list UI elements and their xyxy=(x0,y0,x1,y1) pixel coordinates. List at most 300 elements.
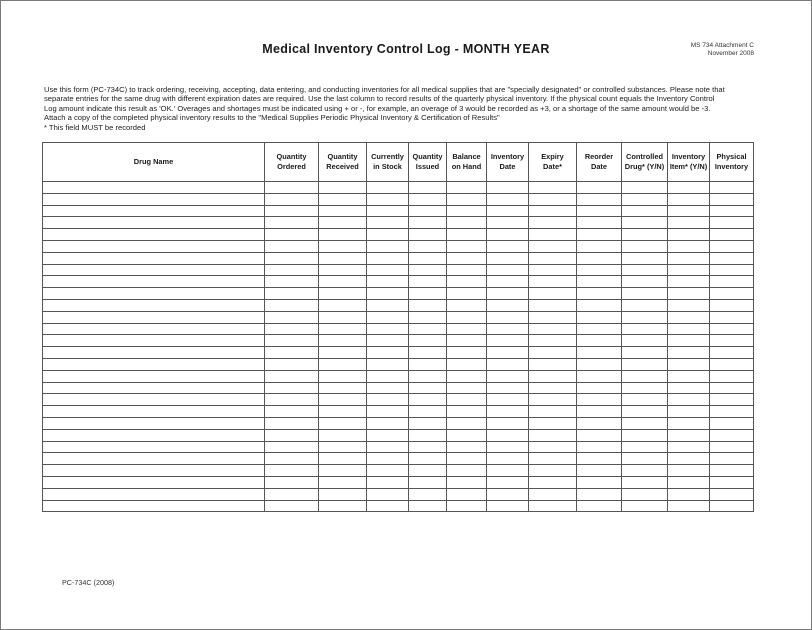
entry-cell[interactable] xyxy=(447,465,487,477)
entry-cell[interactable] xyxy=(409,229,447,241)
entry-cell[interactable] xyxy=(622,441,668,453)
entry-cell[interactable] xyxy=(409,205,447,217)
entry-cell[interactable] xyxy=(367,264,409,276)
entry-cell[interactable] xyxy=(265,193,319,205)
entry-cell[interactable] xyxy=(367,205,409,217)
entry-cell[interactable] xyxy=(367,441,409,453)
entry-cell[interactable] xyxy=(710,252,754,264)
entry-cell[interactable] xyxy=(447,288,487,300)
entry-cell[interactable] xyxy=(668,406,710,418)
entry-cell[interactable] xyxy=(43,264,265,276)
entry-cell[interactable] xyxy=(319,417,367,429)
entry-cell[interactable] xyxy=(43,335,265,347)
entry-cell[interactable] xyxy=(43,441,265,453)
entry-cell[interactable] xyxy=(447,488,487,500)
entry-cell[interactable] xyxy=(409,417,447,429)
entry-cell[interactable] xyxy=(577,311,622,323)
entry-cell[interactable] xyxy=(710,264,754,276)
entry-cell[interactable] xyxy=(43,406,265,418)
entry-cell[interactable] xyxy=(367,476,409,488)
entry-cell[interactable] xyxy=(529,500,577,512)
entry-cell[interactable] xyxy=(622,488,668,500)
entry-cell[interactable] xyxy=(265,488,319,500)
entry-cell[interactable] xyxy=(668,417,710,429)
entry-cell[interactable] xyxy=(710,182,754,194)
entry-cell[interactable] xyxy=(319,488,367,500)
entry-cell[interactable] xyxy=(487,299,529,311)
entry-cell[interactable] xyxy=(668,441,710,453)
entry-cell[interactable] xyxy=(265,358,319,370)
entry-cell[interactable] xyxy=(668,299,710,311)
entry-cell[interactable] xyxy=(710,347,754,359)
entry-cell[interactable] xyxy=(668,465,710,477)
entry-cell[interactable] xyxy=(447,335,487,347)
entry-cell[interactable] xyxy=(622,217,668,229)
entry-cell[interactable] xyxy=(577,264,622,276)
entry-cell[interactable] xyxy=(710,476,754,488)
entry-cell[interactable] xyxy=(409,358,447,370)
entry-cell[interactable] xyxy=(409,488,447,500)
entry-cell[interactable] xyxy=(529,441,577,453)
entry-cell[interactable] xyxy=(409,323,447,335)
entry-cell[interactable] xyxy=(43,299,265,311)
entry-cell[interactable] xyxy=(447,299,487,311)
entry-cell[interactable] xyxy=(710,417,754,429)
entry-cell[interactable] xyxy=(668,488,710,500)
entry-cell[interactable] xyxy=(319,311,367,323)
entry-cell[interactable] xyxy=(668,276,710,288)
entry-cell[interactable] xyxy=(577,347,622,359)
entry-cell[interactable] xyxy=(409,441,447,453)
entry-cell[interactable] xyxy=(668,323,710,335)
entry-cell[interactable] xyxy=(43,358,265,370)
entry-cell[interactable] xyxy=(622,229,668,241)
entry-cell[interactable] xyxy=(622,323,668,335)
entry-cell[interactable] xyxy=(487,205,529,217)
entry-cell[interactable] xyxy=(319,453,367,465)
entry-cell[interactable] xyxy=(622,394,668,406)
entry-cell[interactable] xyxy=(622,193,668,205)
entry-cell[interactable] xyxy=(487,182,529,194)
entry-cell[interactable] xyxy=(529,382,577,394)
entry-cell[interactable] xyxy=(622,205,668,217)
entry-cell[interactable] xyxy=(43,323,265,335)
entry-cell[interactable] xyxy=(265,453,319,465)
entry-cell[interactable] xyxy=(319,441,367,453)
entry-cell[interactable] xyxy=(622,382,668,394)
entry-cell[interactable] xyxy=(319,358,367,370)
entry-cell[interactable] xyxy=(487,394,529,406)
entry-cell[interactable] xyxy=(319,252,367,264)
entry-cell[interactable] xyxy=(409,476,447,488)
entry-cell[interactable] xyxy=(447,406,487,418)
entry-cell[interactable] xyxy=(529,335,577,347)
entry-cell[interactable] xyxy=(265,382,319,394)
entry-cell[interactable] xyxy=(409,311,447,323)
entry-cell[interactable] xyxy=(409,406,447,418)
entry-cell[interactable] xyxy=(622,500,668,512)
entry-cell[interactable] xyxy=(319,406,367,418)
entry-cell[interactable] xyxy=(319,182,367,194)
entry-cell[interactable] xyxy=(265,370,319,382)
entry-cell[interactable] xyxy=(367,252,409,264)
entry-cell[interactable] xyxy=(409,252,447,264)
entry-cell[interactable] xyxy=(622,358,668,370)
entry-cell[interactable] xyxy=(43,311,265,323)
entry-cell[interactable] xyxy=(43,288,265,300)
entry-cell[interactable] xyxy=(447,240,487,252)
entry-cell[interactable] xyxy=(487,500,529,512)
entry-cell[interactable] xyxy=(447,358,487,370)
entry-cell[interactable] xyxy=(668,240,710,252)
entry-cell[interactable] xyxy=(265,394,319,406)
entry-cell[interactable] xyxy=(529,323,577,335)
entry-cell[interactable] xyxy=(367,500,409,512)
entry-cell[interactable] xyxy=(447,370,487,382)
entry-cell[interactable] xyxy=(577,299,622,311)
entry-cell[interactable] xyxy=(43,193,265,205)
entry-cell[interactable] xyxy=(319,429,367,441)
entry-cell[interactable] xyxy=(319,288,367,300)
entry-cell[interactable] xyxy=(577,370,622,382)
entry-cell[interactable] xyxy=(43,453,265,465)
entry-cell[interactable] xyxy=(265,276,319,288)
entry-cell[interactable] xyxy=(622,370,668,382)
entry-cell[interactable] xyxy=(409,394,447,406)
entry-cell[interactable] xyxy=(668,358,710,370)
entry-cell[interactable] xyxy=(487,429,529,441)
entry-cell[interactable] xyxy=(43,240,265,252)
entry-cell[interactable] xyxy=(367,465,409,477)
entry-cell[interactable] xyxy=(409,240,447,252)
entry-cell[interactable] xyxy=(710,276,754,288)
entry-cell[interactable] xyxy=(529,453,577,465)
entry-cell[interactable] xyxy=(710,370,754,382)
entry-cell[interactable] xyxy=(367,453,409,465)
entry-cell[interactable] xyxy=(367,406,409,418)
entry-cell[interactable] xyxy=(447,417,487,429)
entry-cell[interactable] xyxy=(577,394,622,406)
entry-cell[interactable] xyxy=(529,217,577,229)
entry-cell[interactable] xyxy=(43,394,265,406)
entry-cell[interactable] xyxy=(319,465,367,477)
entry-cell[interactable] xyxy=(577,288,622,300)
entry-cell[interactable] xyxy=(367,335,409,347)
entry-cell[interactable] xyxy=(710,217,754,229)
entry-cell[interactable] xyxy=(487,252,529,264)
entry-cell[interactable] xyxy=(577,323,622,335)
entry-cell[interactable] xyxy=(577,193,622,205)
entry-cell[interactable] xyxy=(265,252,319,264)
entry-cell[interactable] xyxy=(710,406,754,418)
entry-cell[interactable] xyxy=(319,370,367,382)
entry-cell[interactable] xyxy=(622,311,668,323)
entry-cell[interactable] xyxy=(577,453,622,465)
entry-cell[interactable] xyxy=(43,252,265,264)
entry-cell[interactable] xyxy=(43,500,265,512)
entry-cell[interactable] xyxy=(487,264,529,276)
entry-cell[interactable] xyxy=(710,240,754,252)
entry-cell[interactable] xyxy=(710,394,754,406)
entry-cell[interactable] xyxy=(265,335,319,347)
entry-cell[interactable] xyxy=(577,358,622,370)
entry-cell[interactable] xyxy=(367,429,409,441)
entry-cell[interactable] xyxy=(265,229,319,241)
entry-cell[interactable] xyxy=(622,453,668,465)
entry-cell[interactable] xyxy=(43,488,265,500)
entry-cell[interactable] xyxy=(43,476,265,488)
entry-cell[interactable] xyxy=(409,335,447,347)
entry-cell[interactable] xyxy=(668,288,710,300)
entry-cell[interactable] xyxy=(265,441,319,453)
entry-cell[interactable] xyxy=(529,193,577,205)
entry-cell[interactable] xyxy=(668,335,710,347)
entry-cell[interactable] xyxy=(668,193,710,205)
entry-cell[interactable] xyxy=(487,347,529,359)
entry-cell[interactable] xyxy=(265,500,319,512)
entry-cell[interactable] xyxy=(447,382,487,394)
entry-cell[interactable] xyxy=(622,276,668,288)
entry-cell[interactable] xyxy=(668,229,710,241)
entry-cell[interactable] xyxy=(577,476,622,488)
entry-cell[interactable] xyxy=(265,347,319,359)
entry-cell[interactable] xyxy=(487,488,529,500)
entry-cell[interactable] xyxy=(529,288,577,300)
entry-cell[interactable] xyxy=(319,217,367,229)
entry-cell[interactable] xyxy=(710,441,754,453)
entry-cell[interactable] xyxy=(447,193,487,205)
entry-cell[interactable] xyxy=(367,299,409,311)
entry-cell[interactable] xyxy=(668,394,710,406)
entry-cell[interactable] xyxy=(409,299,447,311)
entry-cell[interactable] xyxy=(487,453,529,465)
entry-cell[interactable] xyxy=(529,406,577,418)
entry-cell[interactable] xyxy=(710,429,754,441)
entry-cell[interactable] xyxy=(319,205,367,217)
entry-cell[interactable] xyxy=(367,370,409,382)
entry-cell[interactable] xyxy=(367,229,409,241)
entry-cell[interactable] xyxy=(367,394,409,406)
entry-cell[interactable] xyxy=(668,370,710,382)
entry-cell[interactable] xyxy=(367,358,409,370)
entry-cell[interactable] xyxy=(319,500,367,512)
entry-cell[interactable] xyxy=(265,476,319,488)
entry-cell[interactable] xyxy=(43,229,265,241)
entry-cell[interactable] xyxy=(668,347,710,359)
entry-cell[interactable] xyxy=(487,229,529,241)
entry-cell[interactable] xyxy=(319,276,367,288)
entry-cell[interactable] xyxy=(710,205,754,217)
entry-cell[interactable] xyxy=(265,182,319,194)
entry-cell[interactable] xyxy=(367,347,409,359)
entry-cell[interactable] xyxy=(265,299,319,311)
entry-cell[interactable] xyxy=(367,323,409,335)
entry-cell[interactable] xyxy=(529,205,577,217)
entry-cell[interactable] xyxy=(622,476,668,488)
entry-cell[interactable] xyxy=(577,205,622,217)
entry-cell[interactable] xyxy=(577,441,622,453)
entry-cell[interactable] xyxy=(409,276,447,288)
entry-cell[interactable] xyxy=(43,347,265,359)
entry-cell[interactable] xyxy=(529,358,577,370)
entry-cell[interactable] xyxy=(319,193,367,205)
entry-cell[interactable] xyxy=(447,311,487,323)
entry-cell[interactable] xyxy=(409,453,447,465)
entry-cell[interactable] xyxy=(668,217,710,229)
entry-cell[interactable] xyxy=(529,264,577,276)
entry-cell[interactable] xyxy=(319,394,367,406)
entry-cell[interactable] xyxy=(367,488,409,500)
entry-cell[interactable] xyxy=(529,394,577,406)
entry-cell[interactable] xyxy=(487,370,529,382)
entry-cell[interactable] xyxy=(43,370,265,382)
entry-cell[interactable] xyxy=(447,476,487,488)
entry-cell[interactable] xyxy=(577,465,622,477)
entry-cell[interactable] xyxy=(622,264,668,276)
entry-cell[interactable] xyxy=(409,429,447,441)
entry-cell[interactable] xyxy=(710,299,754,311)
entry-cell[interactable] xyxy=(447,394,487,406)
entry-cell[interactable] xyxy=(710,488,754,500)
entry-cell[interactable] xyxy=(367,217,409,229)
entry-cell[interactable] xyxy=(668,264,710,276)
entry-cell[interactable] xyxy=(529,311,577,323)
entry-cell[interactable] xyxy=(487,240,529,252)
entry-cell[interactable] xyxy=(710,311,754,323)
entry-cell[interactable] xyxy=(43,465,265,477)
entry-cell[interactable] xyxy=(487,417,529,429)
entry-cell[interactable] xyxy=(409,264,447,276)
entry-cell[interactable] xyxy=(265,311,319,323)
entry-cell[interactable] xyxy=(447,276,487,288)
entry-cell[interactable] xyxy=(367,288,409,300)
entry-cell[interactable] xyxy=(447,323,487,335)
entry-cell[interactable] xyxy=(487,465,529,477)
entry-cell[interactable] xyxy=(43,382,265,394)
entry-cell[interactable] xyxy=(577,382,622,394)
entry-cell[interactable] xyxy=(319,229,367,241)
entry-cell[interactable] xyxy=(529,276,577,288)
entry-cell[interactable] xyxy=(668,252,710,264)
entry-cell[interactable] xyxy=(447,347,487,359)
entry-cell[interactable] xyxy=(265,288,319,300)
entry-cell[interactable] xyxy=(529,240,577,252)
entry-cell[interactable] xyxy=(529,429,577,441)
entry-cell[interactable] xyxy=(367,382,409,394)
entry-cell[interactable] xyxy=(319,323,367,335)
entry-cell[interactable] xyxy=(319,240,367,252)
entry-cell[interactable] xyxy=(622,429,668,441)
entry-cell[interactable] xyxy=(710,382,754,394)
entry-cell[interactable] xyxy=(367,182,409,194)
entry-cell[interactable] xyxy=(577,406,622,418)
entry-cell[interactable] xyxy=(367,311,409,323)
entry-cell[interactable] xyxy=(43,217,265,229)
entry-cell[interactable] xyxy=(447,441,487,453)
entry-cell[interactable] xyxy=(668,382,710,394)
entry-cell[interactable] xyxy=(367,193,409,205)
entry-cell[interactable] xyxy=(487,382,529,394)
entry-cell[interactable] xyxy=(529,488,577,500)
entry-cell[interactable] xyxy=(265,323,319,335)
entry-cell[interactable] xyxy=(529,370,577,382)
entry-cell[interactable] xyxy=(265,429,319,441)
entry-cell[interactable] xyxy=(319,264,367,276)
entry-cell[interactable] xyxy=(265,217,319,229)
entry-cell[interactable] xyxy=(319,335,367,347)
entry-cell[interactable] xyxy=(487,311,529,323)
entry-cell[interactable] xyxy=(668,205,710,217)
entry-cell[interactable] xyxy=(409,500,447,512)
entry-cell[interactable] xyxy=(577,500,622,512)
entry-cell[interactable] xyxy=(622,240,668,252)
entry-cell[interactable] xyxy=(668,182,710,194)
entry-cell[interactable] xyxy=(265,406,319,418)
entry-cell[interactable] xyxy=(265,240,319,252)
entry-cell[interactable] xyxy=(710,335,754,347)
entry-cell[interactable] xyxy=(529,476,577,488)
entry-cell[interactable] xyxy=(409,193,447,205)
entry-cell[interactable] xyxy=(487,323,529,335)
entry-cell[interactable] xyxy=(577,276,622,288)
entry-cell[interactable] xyxy=(710,229,754,241)
entry-cell[interactable] xyxy=(668,476,710,488)
entry-cell[interactable] xyxy=(577,252,622,264)
entry-cell[interactable] xyxy=(487,476,529,488)
entry-cell[interactable] xyxy=(622,406,668,418)
entry-cell[interactable] xyxy=(487,358,529,370)
entry-cell[interactable] xyxy=(577,217,622,229)
entry-cell[interactable] xyxy=(409,182,447,194)
entry-cell[interactable] xyxy=(529,182,577,194)
entry-cell[interactable] xyxy=(43,276,265,288)
entry-cell[interactable] xyxy=(487,276,529,288)
entry-cell[interactable] xyxy=(710,358,754,370)
entry-cell[interactable] xyxy=(265,264,319,276)
entry-cell[interactable] xyxy=(668,311,710,323)
entry-cell[interactable] xyxy=(622,252,668,264)
entry-cell[interactable] xyxy=(529,465,577,477)
entry-cell[interactable] xyxy=(622,417,668,429)
entry-cell[interactable] xyxy=(668,453,710,465)
entry-cell[interactable] xyxy=(487,217,529,229)
entry-cell[interactable] xyxy=(319,476,367,488)
entry-cell[interactable] xyxy=(447,205,487,217)
entry-cell[interactable] xyxy=(622,288,668,300)
entry-cell[interactable] xyxy=(265,417,319,429)
entry-cell[interactable] xyxy=(577,182,622,194)
entry-cell[interactable] xyxy=(43,205,265,217)
entry-cell[interactable] xyxy=(409,217,447,229)
entry-cell[interactable] xyxy=(487,193,529,205)
entry-cell[interactable] xyxy=(409,347,447,359)
entry-cell[interactable] xyxy=(710,453,754,465)
entry-cell[interactable] xyxy=(577,240,622,252)
entry-cell[interactable] xyxy=(409,465,447,477)
entry-cell[interactable] xyxy=(668,429,710,441)
entry-cell[interactable] xyxy=(710,323,754,335)
entry-cell[interactable] xyxy=(487,441,529,453)
entry-cell[interactable] xyxy=(447,252,487,264)
entry-cell[interactable] xyxy=(319,299,367,311)
entry-cell[interactable] xyxy=(367,240,409,252)
entry-cell[interactable] xyxy=(487,406,529,418)
entry-cell[interactable] xyxy=(487,288,529,300)
entry-cell[interactable] xyxy=(577,429,622,441)
entry-cell[interactable] xyxy=(577,335,622,347)
entry-cell[interactable] xyxy=(319,347,367,359)
entry-cell[interactable] xyxy=(447,500,487,512)
